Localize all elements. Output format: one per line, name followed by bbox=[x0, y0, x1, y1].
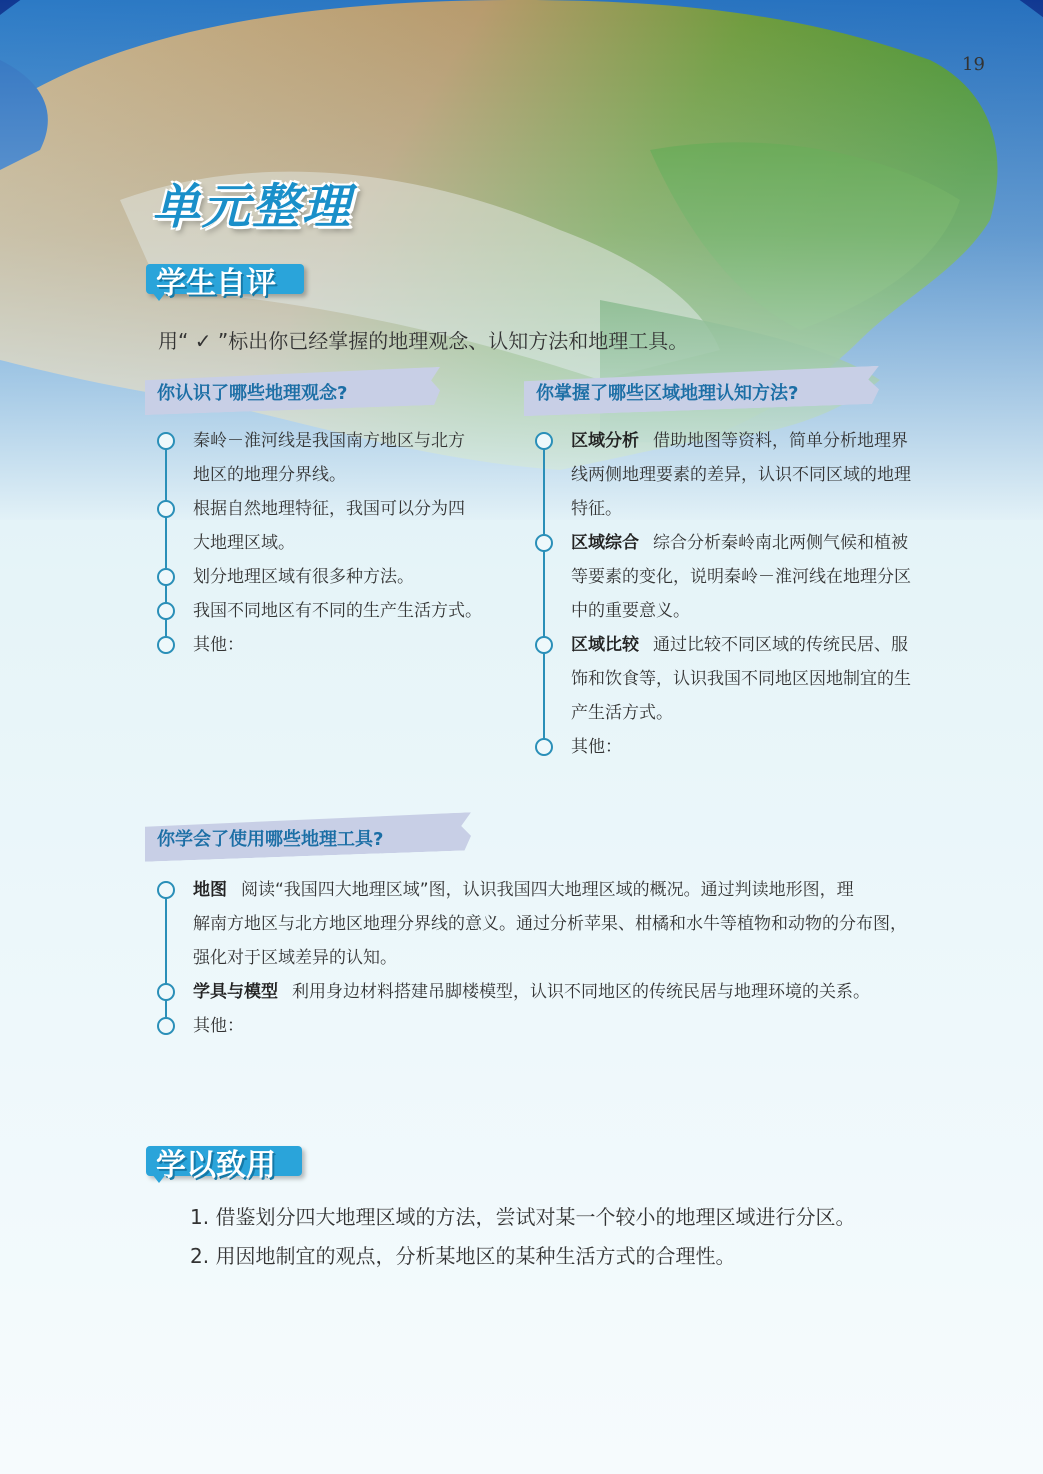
method-item bbox=[535, 526, 940, 628]
method-text: 等要素的变化，说明秦岭－淮河线在地理分区 bbox=[571, 567, 911, 587]
method-label: 区域综合 bbox=[571, 533, 639, 553]
checkbox-circle[interactable] bbox=[157, 568, 175, 586]
tool-item bbox=[157, 873, 947, 975]
method-label: 区域分析 bbox=[571, 431, 639, 451]
checkbox-circle[interactable] bbox=[535, 636, 553, 654]
methods-list bbox=[535, 424, 940, 764]
checkbox-circle[interactable] bbox=[535, 534, 553, 552]
concept-text: 大地理区域。 bbox=[193, 533, 295, 553]
section-tag-label: 学生自评 bbox=[156, 266, 276, 301]
tool-text: 利用身边材料搭建吊脚楼模型，认识不同地区的传统民居与地理环境的关系。 bbox=[292, 982, 870, 1002]
concept-text: 地区的地理分界线。 bbox=[193, 465, 346, 485]
concept-text: 划分地理区域有很多种方法。 bbox=[193, 567, 414, 587]
tool-text: 解南方地区与北方地区地理分界线的意义。通过分析苹果、柑橘和水牛等植物和动物的分布图， bbox=[193, 914, 907, 934]
method-text: 线两侧地理要素的差异，认识不同区域的地理 bbox=[571, 465, 911, 485]
concept-item bbox=[157, 424, 507, 492]
method-text: 饰和饮食等，认识我国不同地区因地制宜的生 bbox=[571, 669, 911, 689]
tools-heading-ribbon bbox=[145, 818, 471, 856]
page-number: 19 bbox=[962, 54, 985, 75]
methods-heading-ribbon bbox=[524, 372, 879, 410]
apply-item-2: 2. 用因地制宜的观点，分析某地区的某种生活方式的合理性。 bbox=[190, 1244, 736, 1268]
method-text: 借助地图等资料，简单分析地理界 bbox=[653, 431, 908, 451]
section-tag-self-eval bbox=[146, 258, 306, 301]
method-item bbox=[535, 424, 940, 526]
concept-text: 秦岭－淮河线是我国南方地区与北方 bbox=[193, 431, 465, 451]
checkbox-circle[interactable] bbox=[157, 500, 175, 518]
page-title: 单元整理 bbox=[152, 179, 353, 235]
section-tag-apply bbox=[146, 1140, 306, 1183]
method-text: 特征。 bbox=[571, 499, 622, 519]
apply-item-1: 1. 借鉴划分四大地理区域的方法，尝试对某一个较小的地理区域进行分区。 bbox=[190, 1205, 856, 1229]
method-item bbox=[535, 730, 940, 764]
method-text: 中的重要意义。 bbox=[571, 601, 690, 621]
methods-heading: 你掌握了哪些区域地理认知方法? bbox=[536, 383, 799, 404]
checkbox-circle[interactable] bbox=[157, 432, 175, 450]
concept-item bbox=[157, 628, 507, 662]
tool-label: 学具与模型 bbox=[193, 982, 278, 1002]
method-text: 其他： bbox=[571, 737, 622, 757]
checkbox-circle[interactable] bbox=[535, 432, 553, 450]
tool-item bbox=[157, 975, 947, 1009]
method-text: 产生活方式。 bbox=[571, 703, 673, 723]
tool-label: 地图 bbox=[193, 880, 227, 900]
concept-text: 我国不同地区有不同的生产生活方式。 bbox=[193, 601, 482, 621]
tool-text: 强化对于区域差异的认知。 bbox=[193, 948, 397, 968]
concept-item bbox=[157, 594, 507, 628]
tool-text: 阅读“我国四大地理区域”图，认识我国四大地理区域的概况。通过判读地形图，理 bbox=[241, 880, 854, 900]
concept-item bbox=[157, 492, 507, 560]
checkbox-circle[interactable] bbox=[157, 602, 175, 620]
concept-text: 根据自然地理特征，我国可以分为四 bbox=[193, 499, 465, 519]
checkbox-circle[interactable] bbox=[535, 738, 553, 756]
concepts-heading-ribbon bbox=[145, 372, 440, 410]
method-label: 区域比较 bbox=[571, 635, 639, 655]
method-text: 通过比较不同区域的传统民居、服 bbox=[653, 635, 908, 655]
tools-heading: 你学会了使用哪些地理工具? bbox=[157, 829, 384, 850]
intro-text: 用“ ✓ ”标出你已经掌握的地理观念、认知方法和地理工具。 bbox=[158, 329, 689, 353]
checkbox-circle[interactable] bbox=[157, 1017, 175, 1035]
checkbox-circle[interactable] bbox=[157, 636, 175, 654]
concepts-heading: 你认识了哪些地理观念? bbox=[157, 383, 348, 404]
checkbox-circle[interactable] bbox=[157, 983, 175, 1001]
tool-item bbox=[157, 1009, 947, 1043]
method-text: 综合分析秦岭南北两侧气候和植被 bbox=[653, 533, 908, 553]
method-item bbox=[535, 628, 940, 730]
section-tag-label: 学以致用 bbox=[156, 1148, 276, 1183]
concept-item bbox=[157, 560, 507, 594]
concept-text: 其他： bbox=[193, 635, 244, 655]
tools-list bbox=[157, 873, 947, 1043]
concepts-list bbox=[157, 424, 507, 662]
checkbox-circle[interactable] bbox=[157, 881, 175, 899]
tool-text: 其他： bbox=[193, 1016, 244, 1036]
